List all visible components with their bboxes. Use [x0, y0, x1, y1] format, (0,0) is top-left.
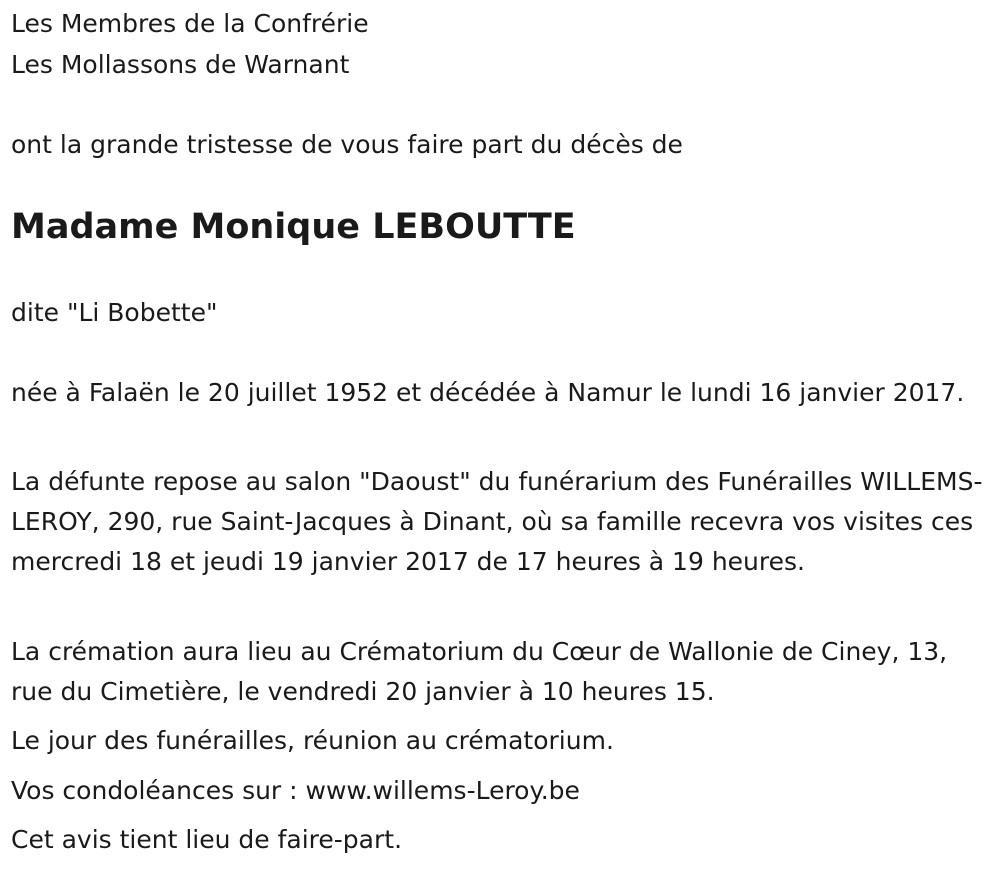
gathering-text: Le jour des funérailles, réunion au crématorium.: [11, 726, 614, 755]
header-line-1: Les Membres de la Confrérie: [11, 9, 369, 38]
announcement-text: ont la grande tristesse de vous faire part du décès de: [11, 130, 683, 159]
deceased-name: Madame Monique LEBOUTTE: [11, 207, 576, 247]
deceased-nickname: dite "Li Bobette": [11, 298, 218, 327]
viewing-paragraph: La défunte repose au salon "Daoust" du funérarium des Funérailles WILLEMS-LEROY, 290, rue Saint-Jacques à Dinant, où sa famille recevra vos visites ces mercredi 18 et jeudi 19 janvier 2017 de 17 heures à 19 heures.: [11, 467, 983, 576]
birth-death-paragraph: née à Falaën le 20 juillet 1952 et décédée à Namur le lundi 16 janvier 2017.: [11, 378, 965, 407]
cremation-paragraph: La crémation aura lieu au Crématorium du Cœur de Wallonie de Ciney, 13, rue du Cimetière, le vendredi 20 janvier à 10 heures 15.: [11, 637, 948, 706]
closing-text: Cet avis tient lieu de faire-part.: [11, 825, 403, 854]
header-line-2: Les Mollassons de Warnant: [11, 50, 350, 79]
condolences-text: Vos condoléances sur : www.willems-Leroy.be: [11, 776, 580, 805]
